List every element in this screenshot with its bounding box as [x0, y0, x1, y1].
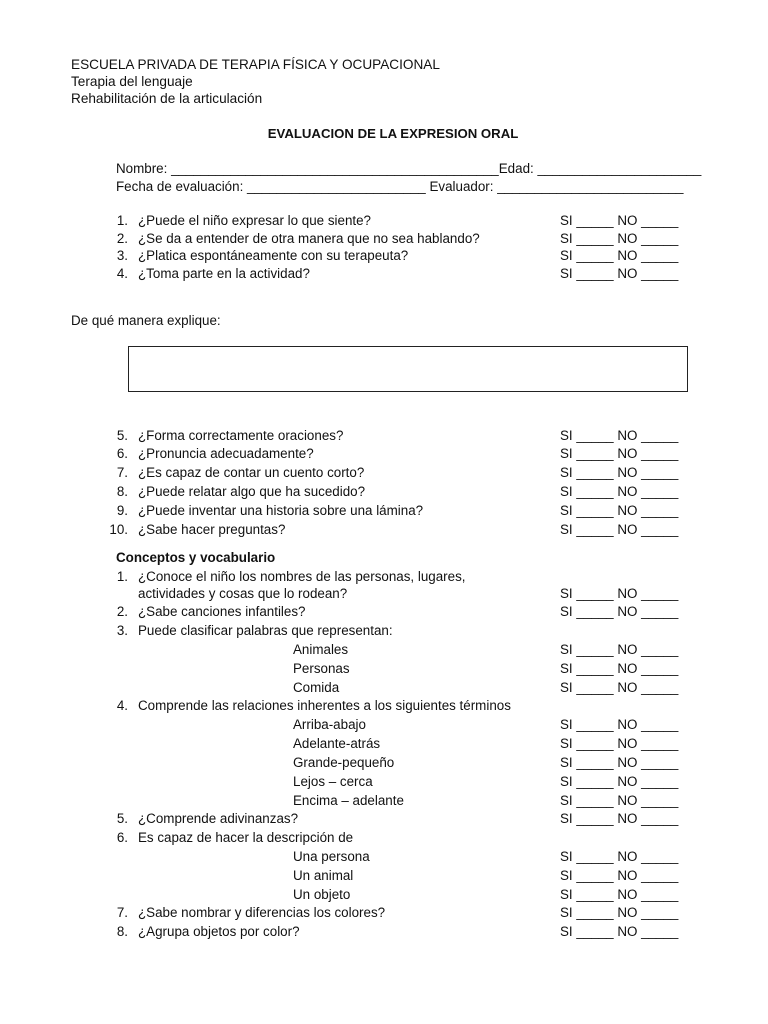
question-number: 3.: [116, 623, 128, 638]
sub-item: Encima – adelante: [293, 793, 404, 808]
question-text: Puede clasificar palabras que representan:: [138, 623, 393, 638]
question-text: ¿Puede relatar algo que ha sucedido?: [138, 484, 366, 499]
question-number: 5.: [116, 811, 128, 826]
question-number: 8.: [116, 484, 128, 499]
question-number: 4.: [116, 266, 128, 281]
question-text: ¿Toma parte en la actividad?: [138, 266, 310, 281]
date-evaluator-field: Fecha de evaluación: ________________________ Evaluador: _________________________: [116, 179, 684, 194]
yes-no-answer: SI _____ NO _____: [560, 717, 679, 732]
question-text: ¿Sabe hacer preguntas?: [138, 522, 286, 537]
yes-no-answer: SI _____ NO _____: [560, 503, 679, 518]
question-text: Comprende las relaciones inherentes a los siguientes términos: [138, 698, 511, 713]
question-text: ¿Agrupa objetos por color?: [138, 924, 300, 939]
sub-item: Animales: [293, 642, 349, 657]
sub-item: Lejos – cerca: [293, 774, 373, 789]
question-text: ¿Es capaz de contar un cuento corto?: [138, 465, 365, 480]
yes-no-answer: SI _____ NO _____: [560, 642, 679, 657]
yes-no-answer: SI _____ NO _____: [560, 905, 679, 920]
sub-item: Comida: [293, 680, 340, 695]
yes-no-answer: SI _____ NO _____: [560, 266, 679, 281]
yes-no-answer: SI _____ NO _____: [560, 231, 679, 246]
question-number: 7.: [116, 465, 128, 480]
question-text: ¿Puede el niño expresar lo que siente?: [138, 213, 372, 228]
sub-item: Un animal: [293, 868, 354, 883]
question-number: 9.: [116, 503, 128, 518]
explanation-box[interactable]: [128, 346, 688, 392]
yes-no-answer: SI _____ NO _____: [560, 774, 679, 789]
yes-no-answer: SI _____ NO _____: [560, 849, 679, 864]
yes-no-answer: SI _____ NO _____: [560, 887, 679, 902]
program-name: Rehabilitación de la articulación: [71, 91, 263, 106]
question-number: 1.: [116, 569, 128, 584]
question-text: Es capaz de hacer la descripción de: [138, 830, 354, 845]
question-number: 3.: [116, 248, 128, 263]
document-title: EVALUACION DE LA EXPRESION ORAL: [267, 126, 519, 141]
yes-no-answer: SI _____ NO _____: [560, 586, 679, 601]
yes-no-answer: SI _____ NO _____: [560, 680, 679, 695]
question-number: 8.: [116, 924, 128, 939]
yes-no-answer: SI _____ NO _____: [560, 213, 679, 228]
name-age-field: Nombre: ____________________________________________Edad: ______________________: [116, 161, 702, 176]
yes-no-answer: SI _____ NO _____: [560, 924, 679, 939]
question-text: ¿Puede inventar una historia sobre una lámina?: [138, 503, 424, 518]
sub-item: Arriba-abajo: [293, 717, 366, 732]
question-number: 6.: [116, 446, 128, 461]
yes-no-answer: SI _____ NO _____: [560, 604, 679, 619]
question-number: 10.: [109, 522, 128, 537]
yes-no-answer: SI _____ NO _____: [560, 811, 679, 826]
question-text: ¿Sabe canciones infantiles?: [138, 604, 306, 619]
yes-no-answer: SI _____ NO _____: [560, 793, 679, 808]
yes-no-answer: SI _____ NO _____: [560, 484, 679, 499]
sub-item: Grande-pequeño: [293, 755, 395, 770]
question-number: 2.: [116, 231, 128, 246]
yes-no-answer: SI _____ NO _____: [560, 465, 679, 480]
question-text: ¿Forma correctamente oraciones?: [138, 428, 344, 443]
sub-item: Una persona: [293, 849, 370, 864]
question-text: ¿Platica espontáneamente con su terapeuta?: [138, 248, 409, 263]
yes-no-answer: SI _____ NO _____: [560, 428, 679, 443]
question-text: ¿Sabe nombrar y diferencias los colores?: [138, 905, 386, 920]
question-number: 4.: [116, 698, 128, 713]
question-text: ¿Pronuncia adecuadamente?: [138, 446, 314, 461]
yes-no-answer: SI _____ NO _____: [560, 522, 679, 537]
question-number: 7.: [116, 905, 128, 920]
question-number: 5.: [116, 428, 128, 443]
yes-no-answer: SI _____ NO _____: [560, 755, 679, 770]
question-number: 6.: [116, 830, 128, 845]
sub-item: Un objeto: [293, 887, 351, 902]
question-number: 1.: [116, 213, 128, 228]
question-text-continued: actividades y cosas que lo rodean?: [138, 586, 348, 601]
question-number: 2.: [116, 604, 128, 619]
yes-no-answer: SI _____ NO _____: [560, 736, 679, 751]
area-name: Terapia del lenguaje: [71, 74, 193, 89]
concepts-heading: Conceptos y vocabulario: [116, 550, 276, 565]
sub-item: Personas: [293, 661, 350, 676]
question-text: ¿Comprende adivinanzas?: [138, 811, 299, 826]
yes-no-answer: SI _____ NO _____: [560, 868, 679, 883]
question-text: ¿Conoce el niño los nombres de las personas, lugares,: [138, 569, 466, 584]
school-name: ESCUELA PRIVADA DE TERAPIA FÍSICA Y OCUPACIONAL: [71, 57, 440, 72]
explain-label: De qué manera explique:: [71, 313, 221, 328]
yes-no-answer: SI _____ NO _____: [560, 446, 679, 461]
question-text: ¿Se da a entender de otra manera que no sea hablando?: [138, 231, 480, 246]
yes-no-answer: SI _____ NO _____: [560, 248, 679, 263]
sub-item: Adelante-atrás: [293, 736, 381, 751]
yes-no-answer: SI _____ NO _____: [560, 661, 679, 676]
